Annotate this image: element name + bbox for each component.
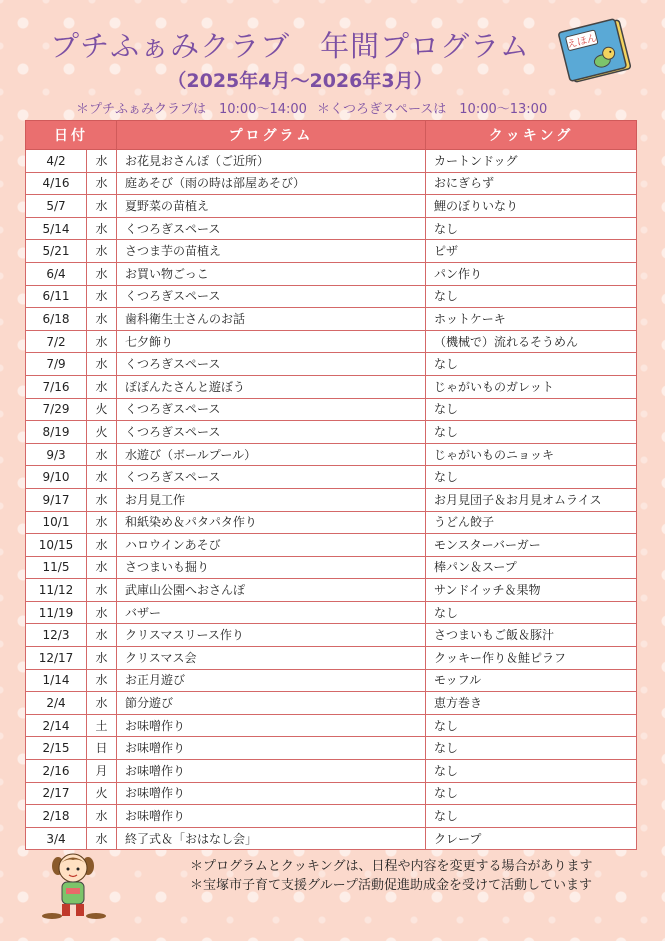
- row-cooking: なし: [426, 217, 637, 240]
- row-program: 水遊び（ボールプール）: [117, 443, 426, 466]
- row-date: 11/19: [26, 601, 87, 624]
- hours-space: ＊くつろぎスペースは 10:00～13:00: [316, 102, 548, 117]
- row-date: 5/21: [26, 240, 87, 263]
- row-program: 七夕飾り: [117, 330, 426, 353]
- table-row: [26, 737, 637, 760]
- row-program: くつろぎスペース: [117, 285, 426, 308]
- row-weekday: 水: [87, 805, 117, 828]
- row-program: さつまいも掘り: [117, 556, 426, 579]
- row-weekday: 水: [87, 285, 117, 308]
- row-program: お味噌作り: [117, 782, 426, 805]
- row-date: 12/17: [26, 647, 87, 670]
- table-row: [26, 172, 637, 195]
- row-cooking: なし: [426, 421, 637, 444]
- table-row: [26, 150, 637, 173]
- row-weekday: 水: [87, 172, 117, 195]
- row-weekday: 水: [87, 556, 117, 579]
- row-weekday: 水: [87, 647, 117, 670]
- row-date: 9/3: [26, 443, 87, 466]
- row-cooking: モンスターバーガー: [426, 534, 637, 557]
- row-date: 2/4: [26, 692, 87, 715]
- row-cooking: 鯉のぼりいなり: [426, 195, 637, 218]
- row-date: 6/18: [26, 308, 87, 331]
- row-weekday: 火: [87, 398, 117, 421]
- row-cooking: カートンドッグ: [426, 150, 637, 173]
- row-weekday: 水: [87, 353, 117, 376]
- row-cooking: ホットケーキ: [426, 308, 637, 331]
- row-date: 10/1: [26, 511, 87, 534]
- row-program: 終了式＆「おはなし会」: [117, 827, 426, 850]
- row-program: お買い物ごっこ: [117, 262, 426, 285]
- row-date: 7/9: [26, 353, 87, 376]
- table-row: [26, 443, 637, 466]
- row-program: お味噌作り: [117, 760, 426, 783]
- row-program: クリスマス会: [117, 647, 426, 670]
- table-row: [26, 240, 637, 263]
- page-title: プチふぁみクラブ 年間プログラム: [50, 29, 530, 63]
- row-weekday: 水: [87, 827, 117, 850]
- opening-hours: [76, 98, 547, 117]
- row-date: 4/2: [26, 150, 87, 173]
- row-weekday: 水: [87, 443, 117, 466]
- header-program: プログラム: [117, 121, 426, 150]
- row-weekday: 水: [87, 375, 117, 398]
- table-row: [26, 827, 637, 850]
- row-cooking: （機械で）流れるそうめん: [426, 330, 637, 353]
- row-cooking: パン作り: [426, 262, 637, 285]
- book-label: えほん: [566, 32, 598, 51]
- row-date: 9/17: [26, 488, 87, 511]
- schedule-table: [25, 120, 637, 850]
- table-row: [26, 760, 637, 783]
- row-date: 3/4: [26, 827, 87, 850]
- row-weekday: 火: [87, 782, 117, 805]
- row-cooking: モッフル: [426, 669, 637, 692]
- table-row: [26, 330, 637, 353]
- row-cooking: サンドイッチ＆果物: [426, 579, 637, 602]
- row-weekday: 水: [87, 262, 117, 285]
- hours-club: ＊プチふぁみクラブは 10:00～14:00: [76, 102, 307, 117]
- row-program: お花見おさんぽ（ご近所）: [117, 150, 426, 173]
- row-date: 6/11: [26, 285, 87, 308]
- row-weekday: 水: [87, 534, 117, 557]
- row-program: 和紙染め＆パタパタ作り: [117, 511, 426, 534]
- table-row: [26, 805, 637, 828]
- table-row: [26, 262, 637, 285]
- row-program: お味噌作り: [117, 714, 426, 737]
- table-row: [26, 195, 637, 218]
- row-program: バザー: [117, 601, 426, 624]
- table-row: [26, 647, 637, 670]
- table-row: [26, 624, 637, 647]
- row-date: 7/2: [26, 330, 87, 353]
- row-cooking: うどん餃子: [426, 511, 637, 534]
- row-date: 5/7: [26, 195, 87, 218]
- row-cooking: なし: [426, 782, 637, 805]
- table-row: [26, 353, 637, 376]
- row-date: 11/5: [26, 556, 87, 579]
- row-cooking: お月見団子＆お月見オムライス: [426, 488, 637, 511]
- table-row: [26, 511, 637, 534]
- table-row: [26, 285, 637, 308]
- footnote-schedule-change: ＊プログラムとクッキングは、日程や内容を変更する場合があります: [190, 859, 593, 874]
- row-cooking: なし: [426, 601, 637, 624]
- row-program: 武庫山公園へおさんぽ: [117, 579, 426, 602]
- row-date: 9/10: [26, 466, 87, 489]
- row-weekday: 水: [87, 692, 117, 715]
- row-date: 11/12: [26, 579, 87, 602]
- table-row: [26, 534, 637, 557]
- row-program: くつろぎスペース: [117, 421, 426, 444]
- row-cooking: さつまいもご飯＆豚汁: [426, 624, 637, 647]
- table-row: [26, 579, 637, 602]
- row-program: 夏野菜の苗植え: [117, 195, 426, 218]
- row-date: 2/16: [26, 760, 87, 783]
- row-cooking: なし: [426, 760, 637, 783]
- row-program: くつろぎスペース: [117, 353, 426, 376]
- row-date: 2/17: [26, 782, 87, 805]
- row-date: 2/18: [26, 805, 87, 828]
- table-row: [26, 782, 637, 805]
- row-cooking: なし: [426, 737, 637, 760]
- row-program: お正月遊び: [117, 669, 426, 692]
- row-program: 節分遊び: [117, 692, 426, 715]
- header-date: 日付: [26, 121, 117, 150]
- girl-gardening-illustration: [40, 848, 106, 922]
- footnote-grant: ＊宝塚市子育て支援グループ活動促進助成金を受けて活動しています: [190, 878, 592, 893]
- table-row: [26, 217, 637, 240]
- row-cooking: なし: [426, 466, 637, 489]
- row-program: くつろぎスペース: [117, 217, 426, 240]
- row-weekday: 水: [87, 466, 117, 489]
- row-cooking: おにぎらず: [426, 172, 637, 195]
- table-row: [26, 398, 637, 421]
- row-program: ぽぽんたさんと遊ぼう: [117, 375, 426, 398]
- row-cooking: 棒パン＆スープ: [426, 556, 637, 579]
- row-program: さつま芋の苗植え: [117, 240, 426, 263]
- picture-book-icon: [556, 18, 638, 86]
- table-row: [26, 308, 637, 331]
- row-cooking: じゃがいものガレット: [426, 375, 637, 398]
- row-date: 1/14: [26, 669, 87, 692]
- row-weekday: 水: [87, 511, 117, 534]
- row-program: お味噌作り: [117, 737, 426, 760]
- table-row: [26, 466, 637, 489]
- table-row: [26, 714, 637, 737]
- row-date: 10/15: [26, 534, 87, 557]
- row-weekday: 水: [87, 150, 117, 173]
- row-program: お味噌作り: [117, 805, 426, 828]
- table-row: [26, 669, 637, 692]
- row-program: くつろぎスペース: [117, 466, 426, 489]
- row-weekday: 水: [87, 217, 117, 240]
- row-date: 7/29: [26, 398, 87, 421]
- row-date: 8/19: [26, 421, 87, 444]
- row-date: 2/15: [26, 737, 87, 760]
- row-program: クリスマスリース作り: [117, 624, 426, 647]
- program-period: （2025年4月～2026年3月）: [167, 70, 433, 92]
- table-row: [26, 556, 637, 579]
- row-program: お月見工作: [117, 488, 426, 511]
- row-weekday: 日: [87, 737, 117, 760]
- row-cooking: クッキー作り＆鮭ピラフ: [426, 647, 637, 670]
- row-weekday: 水: [87, 669, 117, 692]
- row-cooking: 恵方巻き: [426, 692, 637, 715]
- row-weekday: 水: [87, 601, 117, 624]
- row-cooking: じゃがいものニョッキ: [426, 443, 637, 466]
- footnotes: [190, 857, 592, 895]
- header-cooking: クッキング: [426, 121, 637, 150]
- row-cooking: なし: [426, 353, 637, 376]
- row-weekday: 水: [87, 308, 117, 331]
- row-weekday: 土: [87, 714, 117, 737]
- row-date: 7/16: [26, 375, 87, 398]
- row-program: ハロウインあそび: [117, 534, 426, 557]
- row-weekday: 水: [87, 330, 117, 353]
- row-date: 12/3: [26, 624, 87, 647]
- row-weekday: 水: [87, 488, 117, 511]
- row-weekday: 水: [87, 195, 117, 218]
- row-program: 歯科衛生士さんのお話: [117, 308, 426, 331]
- row-date: 4/16: [26, 172, 87, 195]
- row-weekday: 火: [87, 421, 117, 444]
- row-weekday: 月: [87, 760, 117, 783]
- table-row: [26, 421, 637, 444]
- row-cooking: なし: [426, 805, 637, 828]
- table-row: [26, 375, 637, 398]
- row-weekday: 水: [87, 240, 117, 263]
- row-weekday: 水: [87, 579, 117, 602]
- row-date: 2/14: [26, 714, 87, 737]
- row-cooking: なし: [426, 714, 637, 737]
- row-cooking: ピザ: [426, 240, 637, 263]
- table-header-row: [26, 121, 637, 150]
- table-row: [26, 692, 637, 715]
- row-program: 庭あそび（雨の時は部屋あそび）: [117, 172, 426, 195]
- table-row: [26, 488, 637, 511]
- row-program: くつろぎスペース: [117, 398, 426, 421]
- row-weekday: 水: [87, 624, 117, 647]
- table-row: [26, 601, 637, 624]
- row-cooking: なし: [426, 285, 637, 308]
- row-date: 5/14: [26, 217, 87, 240]
- row-date: 6/4: [26, 262, 87, 285]
- row-cooking: なし: [426, 398, 637, 421]
- row-cooking: クレープ: [426, 827, 637, 850]
